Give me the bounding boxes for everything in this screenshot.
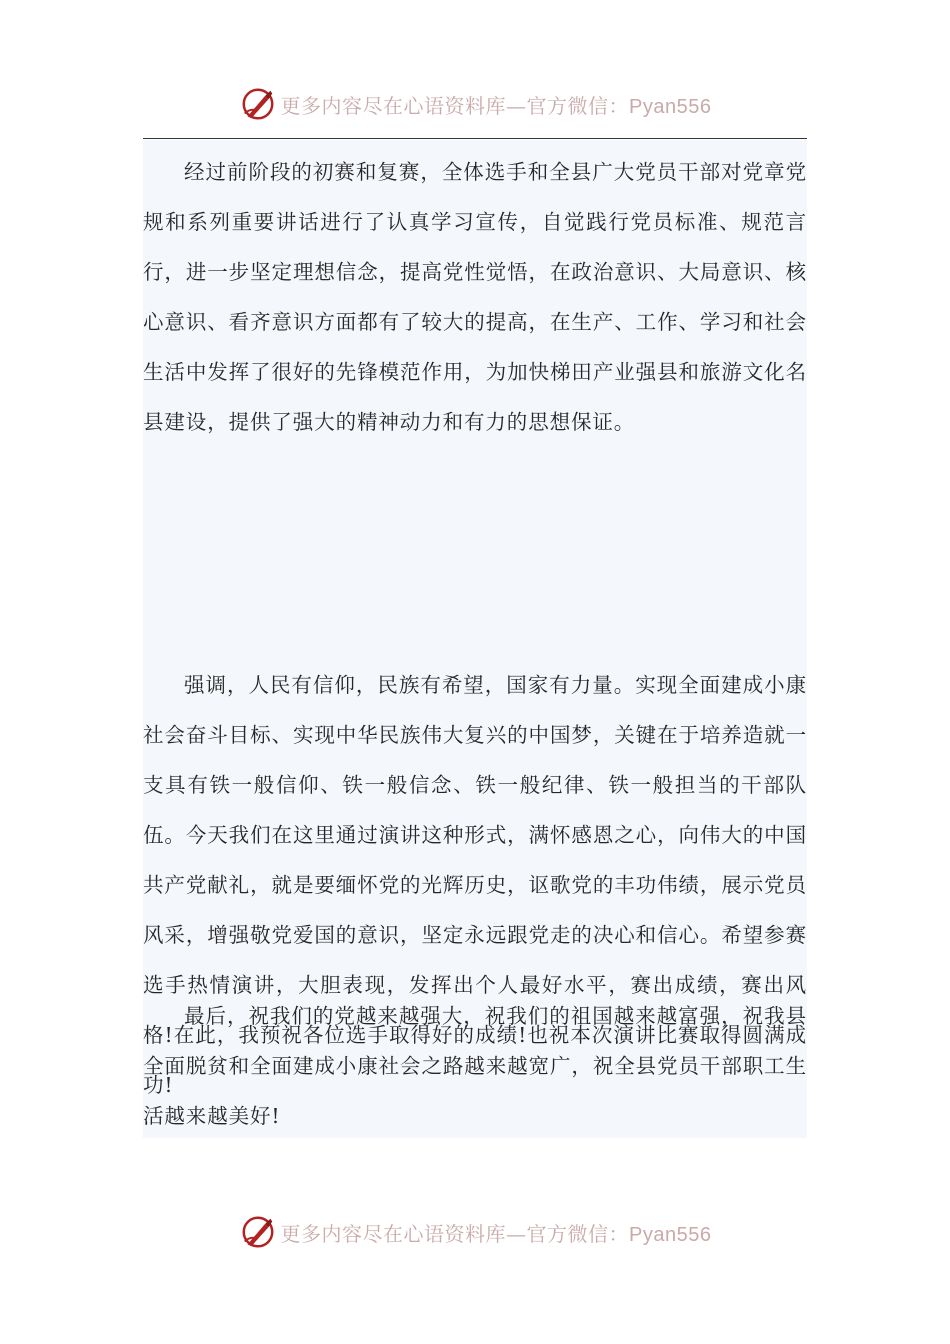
document-body [143, 140, 807, 1138]
header-banner [0, 82, 950, 126]
footer-wechat-id: Pyan556 [629, 1223, 712, 1246]
paragraph-2: 强调，人民有信仰，民族有希望，国家有力量。实现全面建成小康社会奋斗目标、实现中华民族伟大复兴的中国梦，关键在于培养造就一支具有铁一般信仰、铁一般信念、铁一般纪律、铁一般担当的干部队伍。今天我们在这里通过演讲这种形式，满怀感恩之心，向伟大的中国共产党献礼，就是要缅怀党的光辉历史，讴歌党的丰功伟绩，展示党员风采，增强敬党爱国的意识，坚定永远跟党走的决心和信心。希望参赛选手热情演讲，大胆表现，发挥出个人最好水平，赛出成绩，赛出风格!在此，我预祝各位选手取得好的成绩!也祝本次演讲比赛取得圆满成功! [143, 673, 807, 1097]
paragraph-1: 经过前阶段的初赛和复赛，全体选手和全县广大党员干部对党章党规和系列重要讲话进行了认真学习宣传，自觉践行党员标准、规范言行，进一步坚定理想信念，提高党性觉悟，在政治意识、大局意识、核心意识、看齐意识方面都有了较大的提高，在生产、工作、学习和社会生活中发挥了很好的先锋模范作用，为加快梯田产业强县和旅游文化名县建设，提供了强大的精神动力和有力的思想保证。 [143, 160, 807, 434]
footer-banner [0, 1210, 950, 1254]
header-wechat-id: Pyan556 [629, 95, 712, 118]
header-divider [143, 138, 807, 139]
paragraph-3: 最后，祝我们的党越来越强大，祝我们的祖国越来越富强，祝我县全面脱贫和全面建成小康社会之路越来越宽广，祝全县党员干部职工生活越来越美好! [143, 1004, 807, 1128]
footer-banner-text [281, 1218, 712, 1247]
header-banner-label: 更多内容尽在心语资料库—官方微信： [280, 93, 630, 118]
pen-nib-logo-icon [239, 85, 277, 123]
footer-banner-label: 更多内容尽在心语资料库—官方微信： [280, 1221, 630, 1246]
header-banner-text [281, 90, 712, 119]
pen-nib-logo-icon [239, 1213, 277, 1251]
